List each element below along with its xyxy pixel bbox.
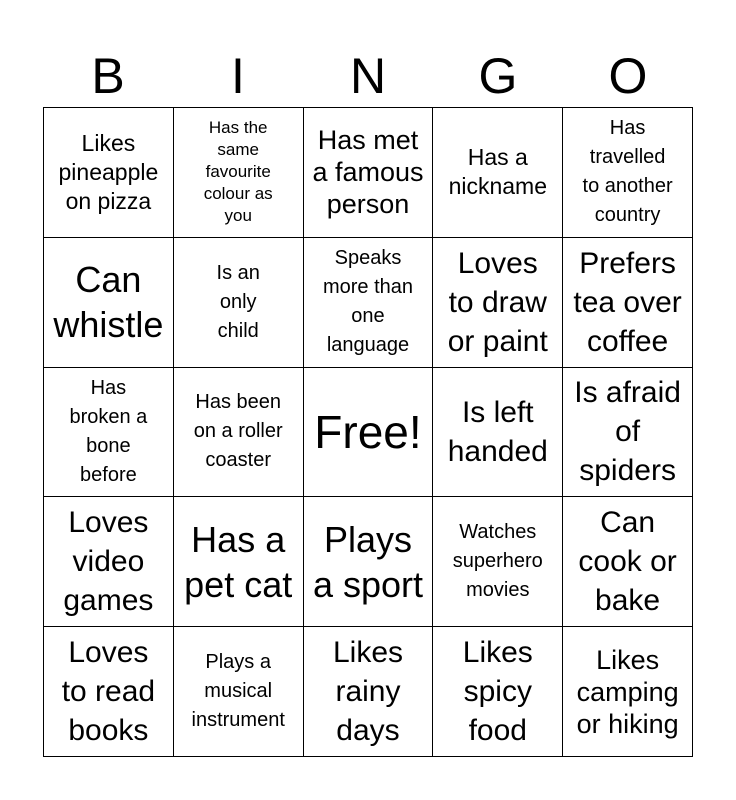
bingo-cell[interactable] <box>174 497 304 627</box>
bingo-cell[interactable] <box>44 368 174 498</box>
bingo-cell[interactable] <box>44 497 174 627</box>
bingo-cell-text: Likes camping or hiking <box>576 644 679 739</box>
bingo-cell-text: Plays a musical instrument <box>191 651 285 732</box>
bingo-cell[interactable] <box>433 368 563 498</box>
bingo-cell-text: Has met a famous person <box>312 125 424 220</box>
bingo-header <box>43 44 693 108</box>
free-space-cell[interactable] <box>304 368 434 498</box>
bingo-cell-text: Prefers tea over coffee <box>573 246 682 358</box>
bingo-cell[interactable] <box>433 108 563 238</box>
bingo-cell-text: Has a pet cat <box>184 518 293 605</box>
bingo-cell-text: Loves video games <box>63 506 154 618</box>
bingo-cell-text: Plays a sport <box>312 518 424 605</box>
header-letter-g: G <box>478 48 518 104</box>
bingo-cell[interactable] <box>304 497 434 627</box>
bingo-cell-text: Has travelled to another country <box>582 117 673 227</box>
bingo-cell[interactable] <box>44 627 174 757</box>
bingo-cell[interactable] <box>563 368 693 498</box>
bingo-cell-text: Likes pineapple on pizza <box>58 129 159 214</box>
bingo-cell[interactable] <box>304 627 434 757</box>
bingo-cell-text: Speaks more than one language <box>322 247 414 357</box>
header-letter-i: I <box>231 48 245 104</box>
bingo-cell-text: Is an only child <box>216 261 260 342</box>
bingo-cell-text: Has broken a bone before <box>69 376 148 486</box>
bingo-cell-text: Can cook or bake <box>578 506 677 618</box>
bingo-cell-text: Watches superhero movies <box>452 521 543 602</box>
bingo-cell[interactable] <box>304 238 434 368</box>
bingo-cell[interactable] <box>433 497 563 627</box>
bingo-cell-text: Is afraid of spiders <box>574 376 681 488</box>
bingo-cell[interactable] <box>563 627 693 757</box>
bingo-cell-text: Likes rainy days <box>332 636 404 748</box>
bingo-cell[interactable] <box>174 368 304 498</box>
bingo-cell[interactable] <box>174 108 304 238</box>
bingo-cell-text: Can whistle <box>53 259 164 346</box>
header-letter-n: N <box>349 48 387 104</box>
bingo-cell-text: Free! <box>314 405 422 458</box>
bingo-cell[interactable] <box>433 627 563 757</box>
bingo-cell-text: Has been on a roller coaster <box>193 391 283 472</box>
bingo-cell-text: Has a nickname <box>448 144 547 200</box>
bingo-cell[interactable] <box>44 238 174 368</box>
header-letter-b: B <box>91 48 125 104</box>
bingo-cell[interactable] <box>304 108 434 238</box>
bingo-card-grid <box>43 107 693 757</box>
bingo-cell-text: Likes spicy food <box>462 636 533 748</box>
header-letter-o: O <box>608 48 648 104</box>
bingo-cell-text: Loves to read books <box>61 636 156 748</box>
bingo-cell[interactable] <box>174 238 304 368</box>
bingo-cell-text: Is left handed <box>447 395 548 468</box>
bingo-cell-text: Loves to draw or paint <box>447 246 548 358</box>
bingo-cell[interactable] <box>563 108 693 238</box>
bingo-cell[interactable] <box>433 238 563 368</box>
bingo-cell[interactable] <box>563 497 693 627</box>
bingo-cell-text: Has the same favourite colour as you <box>203 118 273 226</box>
bingo-cell[interactable] <box>174 627 304 757</box>
bingo-cell[interactable] <box>563 238 693 368</box>
bingo-cell[interactable] <box>44 108 174 238</box>
